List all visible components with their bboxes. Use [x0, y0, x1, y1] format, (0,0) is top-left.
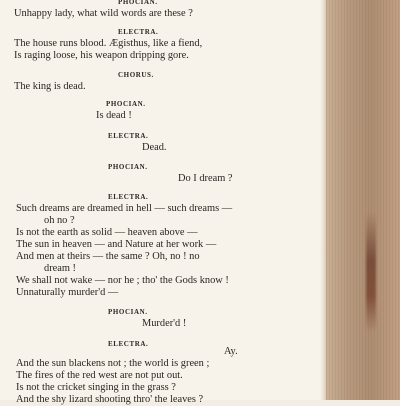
verse-line: The king is dead. — [14, 81, 86, 92]
verse-line: And the sun blackens not ; the world is green ; — [16, 358, 210, 369]
book-fore-edge — [326, 0, 400, 400]
verse-line: Is not the cricket singing in the grass ? — [16, 382, 176, 393]
verse-line: Is not the earth as solid — heaven above — — [16, 227, 198, 238]
verse-line: Murder'd ! — [142, 318, 187, 329]
fore-edge-stain — [366, 212, 376, 332]
verse-line: Unnaturally murder'd — — [16, 287, 119, 298]
verse-line: The house runs blood. Ægisthus, like a fiend, — [14, 38, 203, 49]
speaker-name: PHOCIAN. — [108, 163, 148, 171]
verse-line: And the shy lizard shooting thro' the leaves ? — [16, 394, 204, 405]
speaker-name: ELECTRA. — [108, 193, 149, 201]
speaker-name: PHOCIAN. — [106, 100, 146, 108]
verse-line: Do I dream ? — [178, 173, 233, 184]
verse-line: Unhappy lady, what wild words are these ? — [14, 8, 193, 19]
speaker-name: ELECTRA. — [108, 132, 149, 140]
verse-line: dream ! — [44, 263, 77, 274]
verse-line: The sun in heaven — and Nature at her work — — [16, 239, 217, 250]
speaker-name: PHOCIAN. — [108, 308, 148, 316]
verse-line: We shall not wake — nor he ; tho' the Gods know ! — [16, 275, 229, 286]
verse-line: Ay. — [224, 346, 238, 357]
verse-line: The fires of the red west are not put out. — [16, 370, 183, 381]
verse-line: Such dreams are dreamed in hell — such dreams — — [16, 203, 233, 214]
speaker-name: ELECTRA. — [118, 28, 159, 36]
speaker-name: PHOCIAN. — [118, 0, 158, 6]
verse-line: Is dead ! — [96, 110, 132, 121]
verse-line: oh no ? — [44, 215, 75, 226]
speaker-name: ELECTRA. — [108, 340, 149, 348]
verse-line: Is raging loose, his weapon dripping gore. — [14, 50, 189, 61]
verse-line: Dead. — [142, 142, 167, 153]
speaker-name: CHORUS. — [118, 71, 154, 79]
verse-line: And men at theirs — the same ? Oh, no ! no — [16, 251, 200, 262]
